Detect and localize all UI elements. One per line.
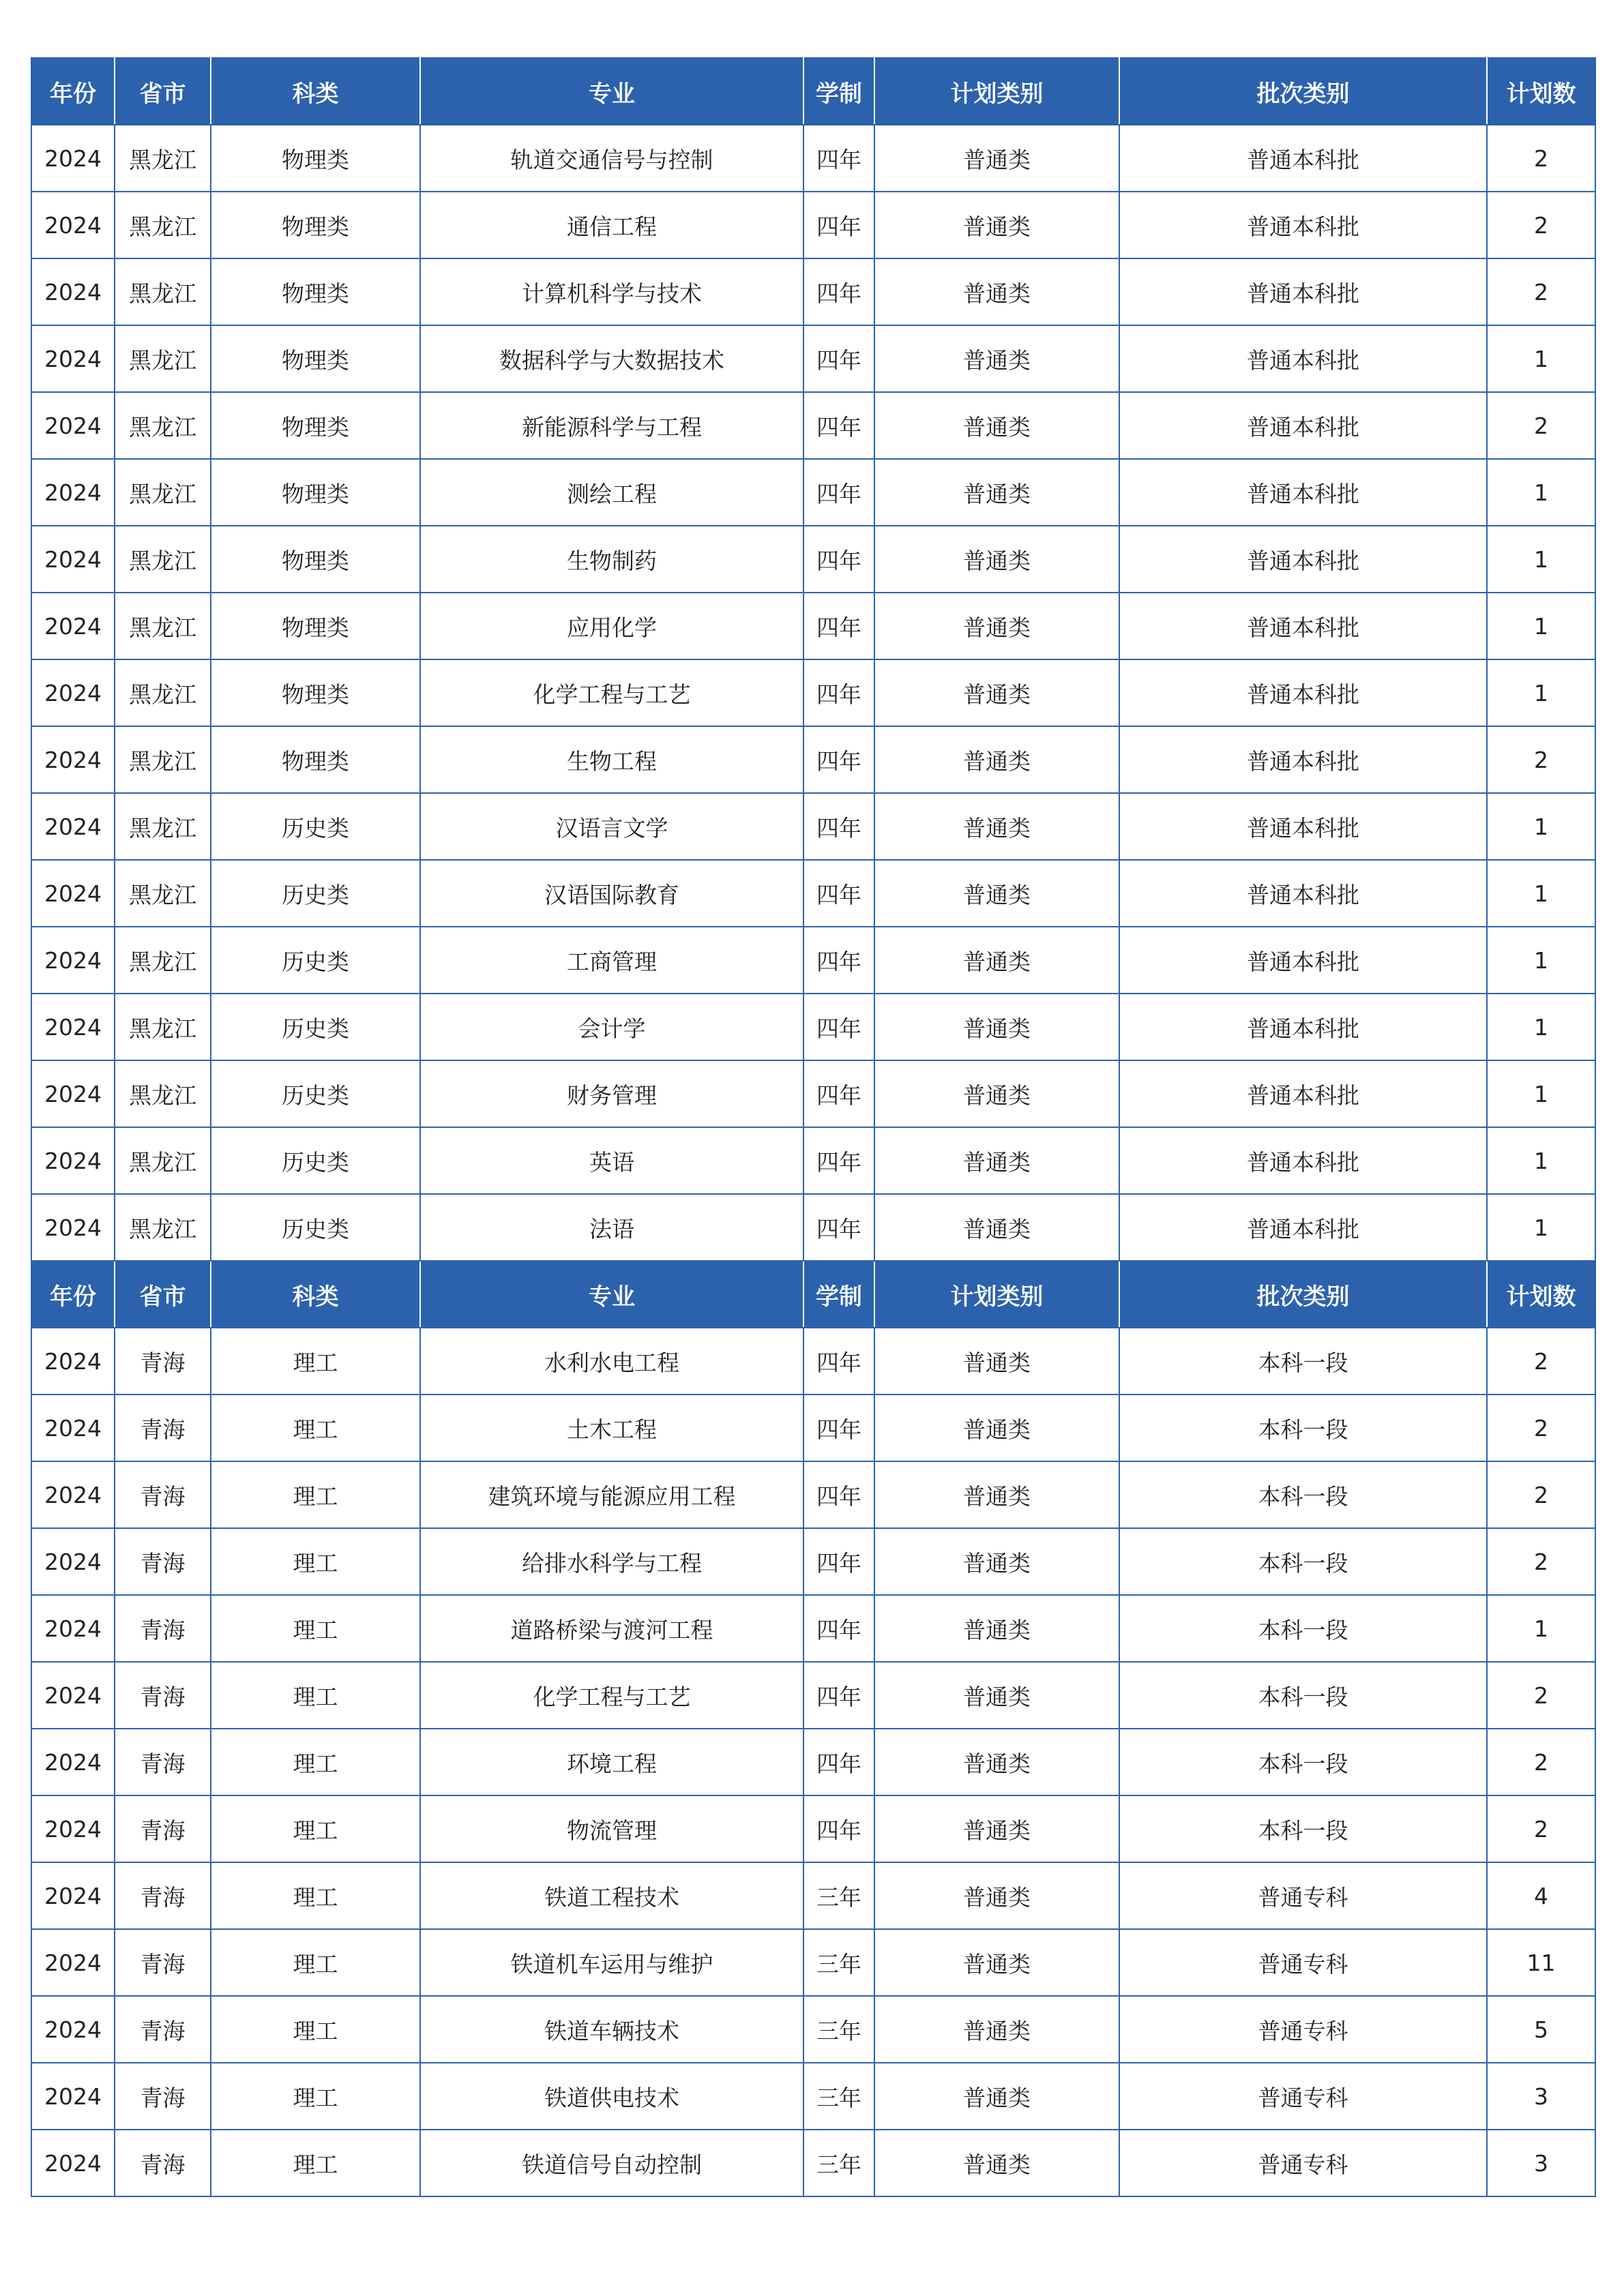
cell-plan-count: 2 bbox=[1487, 1662, 1595, 1729]
cell-plan-count: 2 bbox=[1487, 1795, 1595, 1862]
table-row bbox=[31, 1929, 1595, 1996]
cell-plan-count: 2 bbox=[1487, 125, 1595, 192]
cell-major: 铁道供电技术 bbox=[420, 2063, 803, 2130]
cell-major: 土木工程 bbox=[420, 1395, 803, 1461]
cell-plan-type: 普通类 bbox=[874, 994, 1119, 1060]
cell-batch-type: 本科一段 bbox=[1119, 1528, 1487, 1595]
cell-batch-type: 本科一段 bbox=[1119, 1328, 1487, 1395]
header-plan-count: 计划数 bbox=[1487, 1261, 1595, 1328]
cell-year: 2024 bbox=[31, 1929, 115, 1996]
cell-province: 黑龙江 bbox=[115, 860, 211, 927]
cell-batch-type: 本科一段 bbox=[1119, 1461, 1487, 1528]
cell-plan-type: 普通类 bbox=[874, 1461, 1119, 1528]
table-header-row bbox=[31, 58, 1595, 125]
table-row bbox=[31, 860, 1595, 927]
table-body bbox=[31, 58, 1595, 2196]
cell-batch-type: 普通本科批 bbox=[1119, 994, 1487, 1060]
cell-major: 英语 bbox=[420, 1127, 803, 1194]
cell-category: 物理类 bbox=[211, 192, 420, 258]
cell-year: 2024 bbox=[31, 1729, 115, 1795]
cell-duration: 四年 bbox=[803, 459, 874, 526]
cell-province: 黑龙江 bbox=[115, 659, 211, 726]
cell-year: 2024 bbox=[31, 1395, 115, 1461]
cell-major: 道路桥梁与渡河工程 bbox=[420, 1595, 803, 1662]
cell-category: 物理类 bbox=[211, 258, 420, 325]
cell-plan-type: 普通类 bbox=[874, 860, 1119, 927]
table-row bbox=[31, 1194, 1595, 1261]
cell-plan-count: 2 bbox=[1487, 258, 1595, 325]
cell-plan-type: 普通类 bbox=[874, 593, 1119, 659]
cell-plan-type: 普通类 bbox=[874, 325, 1119, 392]
cell-batch-type: 普通本科批 bbox=[1119, 1060, 1487, 1127]
cell-duration: 四年 bbox=[803, 1795, 874, 1862]
table-row bbox=[31, 125, 1595, 192]
cell-plan-count: 1 bbox=[1487, 1127, 1595, 1194]
cell-major: 财务管理 bbox=[420, 1060, 803, 1127]
cell-province: 黑龙江 bbox=[115, 325, 211, 392]
header-year: 年份 bbox=[31, 58, 115, 125]
cell-plan-count: 2 bbox=[1487, 1528, 1595, 1595]
cell-year: 2024 bbox=[31, 793, 115, 860]
cell-major: 水利水电工程 bbox=[420, 1328, 803, 1395]
cell-category: 物理类 bbox=[211, 325, 420, 392]
cell-major: 给排水科学与工程 bbox=[420, 1528, 803, 1595]
cell-batch-type: 普通本科批 bbox=[1119, 593, 1487, 659]
table-row bbox=[31, 2130, 1595, 2196]
cell-plan-type: 普通类 bbox=[874, 192, 1119, 258]
cell-plan-count: 1 bbox=[1487, 994, 1595, 1060]
cell-batch-type: 普通专科 bbox=[1119, 1996, 1487, 2063]
cell-category: 理工 bbox=[211, 1528, 420, 1595]
cell-province: 青海 bbox=[115, 1595, 211, 1662]
cell-year: 2024 bbox=[31, 1194, 115, 1261]
cell-plan-count: 2 bbox=[1487, 1328, 1595, 1395]
table-row bbox=[31, 325, 1595, 392]
cell-major: 数据科学与大数据技术 bbox=[420, 325, 803, 392]
cell-batch-type: 本科一段 bbox=[1119, 1595, 1487, 1662]
enrollment-plan-page bbox=[31, 57, 1595, 2197]
cell-major: 轨道交通信号与控制 bbox=[420, 125, 803, 192]
cell-province: 青海 bbox=[115, 1328, 211, 1395]
cell-year: 2024 bbox=[31, 1996, 115, 2063]
cell-batch-type: 普通本科批 bbox=[1119, 927, 1487, 994]
cell-category: 理工 bbox=[211, 1662, 420, 1729]
cell-year: 2024 bbox=[31, 1127, 115, 1194]
cell-duration: 四年 bbox=[803, 125, 874, 192]
cell-major: 计算机科学与技术 bbox=[420, 258, 803, 325]
cell-plan-type: 普通类 bbox=[874, 1929, 1119, 1996]
cell-year: 2024 bbox=[31, 2130, 115, 2196]
cell-plan-count: 3 bbox=[1487, 2063, 1595, 2130]
cell-province: 黑龙江 bbox=[115, 459, 211, 526]
cell-duration: 四年 bbox=[803, 1127, 874, 1194]
table-row bbox=[31, 392, 1595, 459]
cell-plan-count: 5 bbox=[1487, 1996, 1595, 2063]
cell-major: 铁道车辆技术 bbox=[420, 1996, 803, 2063]
cell-batch-type: 普通本科批 bbox=[1119, 325, 1487, 392]
cell-duration: 三年 bbox=[803, 1862, 874, 1929]
cell-category: 历史类 bbox=[211, 860, 420, 927]
cell-year: 2024 bbox=[31, 526, 115, 593]
cell-major: 化学工程与工艺 bbox=[420, 659, 803, 726]
cell-category: 理工 bbox=[211, 2130, 420, 2196]
cell-major: 铁道工程技术 bbox=[420, 1862, 803, 1929]
table-row bbox=[31, 459, 1595, 526]
cell-plan-type: 普通类 bbox=[874, 2063, 1119, 2130]
cell-year: 2024 bbox=[31, 860, 115, 927]
cell-major: 建筑环境与能源应用工程 bbox=[420, 1461, 803, 1528]
table-header-row bbox=[31, 1261, 1595, 1328]
cell-plan-type: 普通类 bbox=[874, 1595, 1119, 1662]
cell-category: 理工 bbox=[211, 1729, 420, 1795]
table-row bbox=[31, 192, 1595, 258]
cell-year: 2024 bbox=[31, 258, 115, 325]
cell-major: 环境工程 bbox=[420, 1729, 803, 1795]
cell-duration: 四年 bbox=[803, 526, 874, 593]
header-year: 年份 bbox=[31, 1261, 115, 1328]
cell-plan-type: 普通类 bbox=[874, 793, 1119, 860]
cell-batch-type: 本科一段 bbox=[1119, 1662, 1487, 1729]
header-batch-type: 批次类别 bbox=[1119, 58, 1487, 125]
cell-plan-type: 普通类 bbox=[874, 258, 1119, 325]
cell-year: 2024 bbox=[31, 1328, 115, 1395]
cell-plan-count: 2 bbox=[1487, 1461, 1595, 1528]
cell-duration: 四年 bbox=[803, 1328, 874, 1395]
cell-duration: 三年 bbox=[803, 2130, 874, 2196]
cell-province: 青海 bbox=[115, 1795, 211, 1862]
cell-plan-type: 普通类 bbox=[874, 526, 1119, 593]
header-category: 科类 bbox=[211, 1261, 420, 1328]
cell-province: 黑龙江 bbox=[115, 258, 211, 325]
header-province: 省市 bbox=[115, 1261, 211, 1328]
table-row bbox=[31, 793, 1595, 860]
cell-batch-type: 普通本科批 bbox=[1119, 1194, 1487, 1261]
cell-plan-count: 1 bbox=[1487, 860, 1595, 927]
cell-major: 通信工程 bbox=[420, 192, 803, 258]
cell-plan-count: 2 bbox=[1487, 192, 1595, 258]
cell-major: 铁道信号自动控制 bbox=[420, 2130, 803, 2196]
cell-duration: 四年 bbox=[803, 793, 874, 860]
cell-duration: 四年 bbox=[803, 1528, 874, 1595]
table-row bbox=[31, 1795, 1595, 1862]
table-row bbox=[31, 1127, 1595, 1194]
cell-year: 2024 bbox=[31, 994, 115, 1060]
cell-duration: 四年 bbox=[803, 593, 874, 659]
header-plan-type: 计划类别 bbox=[874, 58, 1119, 125]
table-row bbox=[31, 1595, 1595, 1662]
cell-duration: 四年 bbox=[803, 1060, 874, 1127]
cell-plan-type: 普通类 bbox=[874, 1862, 1119, 1929]
cell-plan-count: 1 bbox=[1487, 1595, 1595, 1662]
cell-plan-count: 2 bbox=[1487, 726, 1595, 793]
cell-batch-type: 普通本科批 bbox=[1119, 860, 1487, 927]
cell-batch-type: 普通本科批 bbox=[1119, 459, 1487, 526]
cell-plan-count: 11 bbox=[1487, 1929, 1595, 1996]
cell-plan-type: 普通类 bbox=[874, 1060, 1119, 1127]
cell-category: 理工 bbox=[211, 1595, 420, 1662]
cell-year: 2024 bbox=[31, 1528, 115, 1595]
cell-plan-type: 普通类 bbox=[874, 1996, 1119, 2063]
cell-province: 黑龙江 bbox=[115, 793, 211, 860]
cell-batch-type: 普通本科批 bbox=[1119, 125, 1487, 192]
cell-year: 2024 bbox=[31, 1595, 115, 1662]
cell-duration: 四年 bbox=[803, 927, 874, 994]
cell-category: 历史类 bbox=[211, 1127, 420, 1194]
cell-province: 青海 bbox=[115, 2130, 211, 2196]
cell-province: 黑龙江 bbox=[115, 1127, 211, 1194]
cell-duration: 四年 bbox=[803, 192, 874, 258]
cell-province: 青海 bbox=[115, 1395, 211, 1461]
cell-category: 理工 bbox=[211, 1929, 420, 1996]
cell-plan-count: 3 bbox=[1487, 2130, 1595, 2196]
cell-year: 2024 bbox=[31, 927, 115, 994]
header-duration: 学制 bbox=[803, 1261, 874, 1328]
cell-plan-count: 1 bbox=[1487, 659, 1595, 726]
cell-duration: 四年 bbox=[803, 392, 874, 459]
cell-year: 2024 bbox=[31, 125, 115, 192]
cell-plan-count: 2 bbox=[1487, 1729, 1595, 1795]
cell-province: 黑龙江 bbox=[115, 593, 211, 659]
table-row bbox=[31, 659, 1595, 726]
cell-year: 2024 bbox=[31, 1662, 115, 1729]
cell-year: 2024 bbox=[31, 2063, 115, 2130]
cell-province: 青海 bbox=[115, 1862, 211, 1929]
cell-major: 法语 bbox=[420, 1194, 803, 1261]
cell-duration: 三年 bbox=[803, 1996, 874, 2063]
cell-plan-count: 2 bbox=[1487, 392, 1595, 459]
cell-plan-type: 普通类 bbox=[874, 1328, 1119, 1395]
table-row bbox=[31, 1060, 1595, 1127]
cell-province: 青海 bbox=[115, 1662, 211, 1729]
cell-year: 2024 bbox=[31, 593, 115, 659]
cell-batch-type: 本科一段 bbox=[1119, 1795, 1487, 1862]
cell-major: 会计学 bbox=[420, 994, 803, 1060]
cell-duration: 四年 bbox=[803, 258, 874, 325]
cell-batch-type: 普通本科批 bbox=[1119, 258, 1487, 325]
cell-category: 历史类 bbox=[211, 927, 420, 994]
cell-year: 2024 bbox=[31, 392, 115, 459]
table-row bbox=[31, 2063, 1595, 2130]
cell-category: 理工 bbox=[211, 1328, 420, 1395]
cell-plan-count: 4 bbox=[1487, 1862, 1595, 1929]
cell-year: 2024 bbox=[31, 1862, 115, 1929]
cell-year: 2024 bbox=[31, 325, 115, 392]
cell-plan-type: 普通类 bbox=[874, 1395, 1119, 1461]
cell-province: 黑龙江 bbox=[115, 526, 211, 593]
header-category: 科类 bbox=[211, 58, 420, 125]
header-major: 专业 bbox=[420, 58, 803, 125]
cell-category: 物理类 bbox=[211, 659, 420, 726]
cell-major: 物流管理 bbox=[420, 1795, 803, 1862]
cell-category: 物理类 bbox=[211, 392, 420, 459]
table-row bbox=[31, 526, 1595, 593]
cell-category: 理工 bbox=[211, 1862, 420, 1929]
cell-major: 铁道机车运用与维护 bbox=[420, 1929, 803, 1996]
cell-duration: 四年 bbox=[803, 659, 874, 726]
cell-province: 黑龙江 bbox=[115, 1060, 211, 1127]
header-province: 省市 bbox=[115, 58, 211, 125]
cell-batch-type: 本科一段 bbox=[1119, 1729, 1487, 1795]
cell-plan-type: 普通类 bbox=[874, 2130, 1119, 2196]
cell-plan-count: 1 bbox=[1487, 526, 1595, 593]
cell-plan-count: 1 bbox=[1487, 593, 1595, 659]
cell-batch-type: 普通本科批 bbox=[1119, 793, 1487, 860]
cell-category: 理工 bbox=[211, 2063, 420, 2130]
cell-major: 汉语言文学 bbox=[420, 793, 803, 860]
cell-plan-count: 1 bbox=[1487, 1060, 1595, 1127]
cell-duration: 四年 bbox=[803, 1595, 874, 1662]
table-row bbox=[31, 1328, 1595, 1395]
cell-category: 物理类 bbox=[211, 593, 420, 659]
cell-plan-type: 普通类 bbox=[874, 125, 1119, 192]
header-duration: 学制 bbox=[803, 58, 874, 125]
cell-plan-type: 普通类 bbox=[874, 1729, 1119, 1795]
cell-category: 物理类 bbox=[211, 459, 420, 526]
table-row bbox=[31, 1461, 1595, 1528]
cell-category: 历史类 bbox=[211, 994, 420, 1060]
cell-plan-type: 普通类 bbox=[874, 1795, 1119, 1862]
table-row bbox=[31, 1395, 1595, 1461]
cell-province: 青海 bbox=[115, 1929, 211, 1996]
cell-plan-type: 普通类 bbox=[874, 1127, 1119, 1194]
cell-batch-type: 本科一段 bbox=[1119, 1395, 1487, 1461]
enrollment-plan-table bbox=[31, 57, 1596, 2197]
cell-batch-type: 普通专科 bbox=[1119, 1929, 1487, 1996]
cell-plan-type: 普通类 bbox=[874, 726, 1119, 793]
cell-plan-type: 普通类 bbox=[874, 459, 1119, 526]
cell-duration: 四年 bbox=[803, 1395, 874, 1461]
cell-category: 历史类 bbox=[211, 1060, 420, 1127]
cell-duration: 四年 bbox=[803, 1662, 874, 1729]
cell-duration: 三年 bbox=[803, 2063, 874, 2130]
cell-batch-type: 普通专科 bbox=[1119, 2130, 1487, 2196]
cell-plan-type: 普通类 bbox=[874, 1662, 1119, 1729]
cell-province: 青海 bbox=[115, 1996, 211, 2063]
cell-year: 2024 bbox=[31, 1060, 115, 1127]
header-plan-type: 计划类别 bbox=[874, 1261, 1119, 1328]
cell-year: 2024 bbox=[31, 192, 115, 258]
cell-province: 黑龙江 bbox=[115, 125, 211, 192]
cell-province: 黑龙江 bbox=[115, 392, 211, 459]
cell-major: 工商管理 bbox=[420, 927, 803, 994]
cell-province: 黑龙江 bbox=[115, 192, 211, 258]
cell-year: 2024 bbox=[31, 1795, 115, 1862]
cell-province: 青海 bbox=[115, 1528, 211, 1595]
table-row bbox=[31, 927, 1595, 994]
cell-plan-count: 1 bbox=[1487, 1194, 1595, 1261]
cell-category: 理工 bbox=[211, 1395, 420, 1461]
cell-category: 理工 bbox=[211, 1461, 420, 1528]
cell-year: 2024 bbox=[31, 726, 115, 793]
cell-province: 黑龙江 bbox=[115, 994, 211, 1060]
table-row bbox=[31, 1996, 1595, 2063]
cell-batch-type: 普通专科 bbox=[1119, 1862, 1487, 1929]
cell-major: 新能源科学与工程 bbox=[420, 392, 803, 459]
cell-duration: 四年 bbox=[803, 325, 874, 392]
cell-major: 测绘工程 bbox=[420, 459, 803, 526]
cell-year: 2024 bbox=[31, 1461, 115, 1528]
cell-duration: 四年 bbox=[803, 994, 874, 1060]
cell-major: 应用化学 bbox=[420, 593, 803, 659]
cell-province: 青海 bbox=[115, 1461, 211, 1528]
cell-plan-type: 普通类 bbox=[874, 659, 1119, 726]
cell-category: 物理类 bbox=[211, 125, 420, 192]
cell-plan-count: 1 bbox=[1487, 325, 1595, 392]
cell-duration: 四年 bbox=[803, 1194, 874, 1261]
cell-plan-count: 1 bbox=[1487, 793, 1595, 860]
cell-province: 黑龙江 bbox=[115, 927, 211, 994]
cell-batch-type: 普通本科批 bbox=[1119, 192, 1487, 258]
cell-major: 生物制药 bbox=[420, 526, 803, 593]
table-row bbox=[31, 1662, 1595, 1729]
table-row bbox=[31, 1729, 1595, 1795]
cell-plan-count: 1 bbox=[1487, 927, 1595, 994]
cell-batch-type: 普通专科 bbox=[1119, 2063, 1487, 2130]
cell-batch-type: 普通本科批 bbox=[1119, 392, 1487, 459]
cell-duration: 三年 bbox=[803, 1929, 874, 1996]
cell-year: 2024 bbox=[31, 459, 115, 526]
cell-major: 汉语国际教育 bbox=[420, 860, 803, 927]
cell-category: 物理类 bbox=[211, 726, 420, 793]
cell-province: 青海 bbox=[115, 2063, 211, 2130]
table-row bbox=[31, 593, 1595, 659]
cell-plan-count: 1 bbox=[1487, 459, 1595, 526]
cell-plan-type: 普通类 bbox=[874, 1528, 1119, 1595]
cell-batch-type: 普通本科批 bbox=[1119, 526, 1487, 593]
table-row bbox=[31, 726, 1595, 793]
cell-category: 历史类 bbox=[211, 1194, 420, 1261]
table-row bbox=[31, 258, 1595, 325]
cell-major: 生物工程 bbox=[420, 726, 803, 793]
cell-province: 黑龙江 bbox=[115, 726, 211, 793]
cell-category: 理工 bbox=[211, 1996, 420, 2063]
table-row bbox=[31, 994, 1595, 1060]
cell-batch-type: 普通本科批 bbox=[1119, 726, 1487, 793]
header-major: 专业 bbox=[420, 1261, 803, 1328]
cell-duration: 四年 bbox=[803, 860, 874, 927]
cell-province: 青海 bbox=[115, 1729, 211, 1795]
cell-batch-type: 普通本科批 bbox=[1119, 1127, 1487, 1194]
cell-duration: 四年 bbox=[803, 726, 874, 793]
cell-batch-type: 普通本科批 bbox=[1119, 659, 1487, 726]
header-plan-count: 计划数 bbox=[1487, 58, 1595, 125]
table-row bbox=[31, 1528, 1595, 1595]
cell-duration: 四年 bbox=[803, 1461, 874, 1528]
cell-duration: 四年 bbox=[803, 1729, 874, 1795]
cell-plan-type: 普通类 bbox=[874, 1194, 1119, 1261]
cell-province: 黑龙江 bbox=[115, 1194, 211, 1261]
cell-year: 2024 bbox=[31, 659, 115, 726]
cell-category: 历史类 bbox=[211, 793, 420, 860]
cell-category: 物理类 bbox=[211, 526, 420, 593]
cell-plan-count: 2 bbox=[1487, 1395, 1595, 1461]
cell-major: 化学工程与工艺 bbox=[420, 1662, 803, 1729]
table-row bbox=[31, 1862, 1595, 1929]
cell-plan-type: 普通类 bbox=[874, 927, 1119, 994]
cell-category: 理工 bbox=[211, 1795, 420, 1862]
cell-plan-type: 普通类 bbox=[874, 392, 1119, 459]
header-batch-type: 批次类别 bbox=[1119, 1261, 1487, 1328]
